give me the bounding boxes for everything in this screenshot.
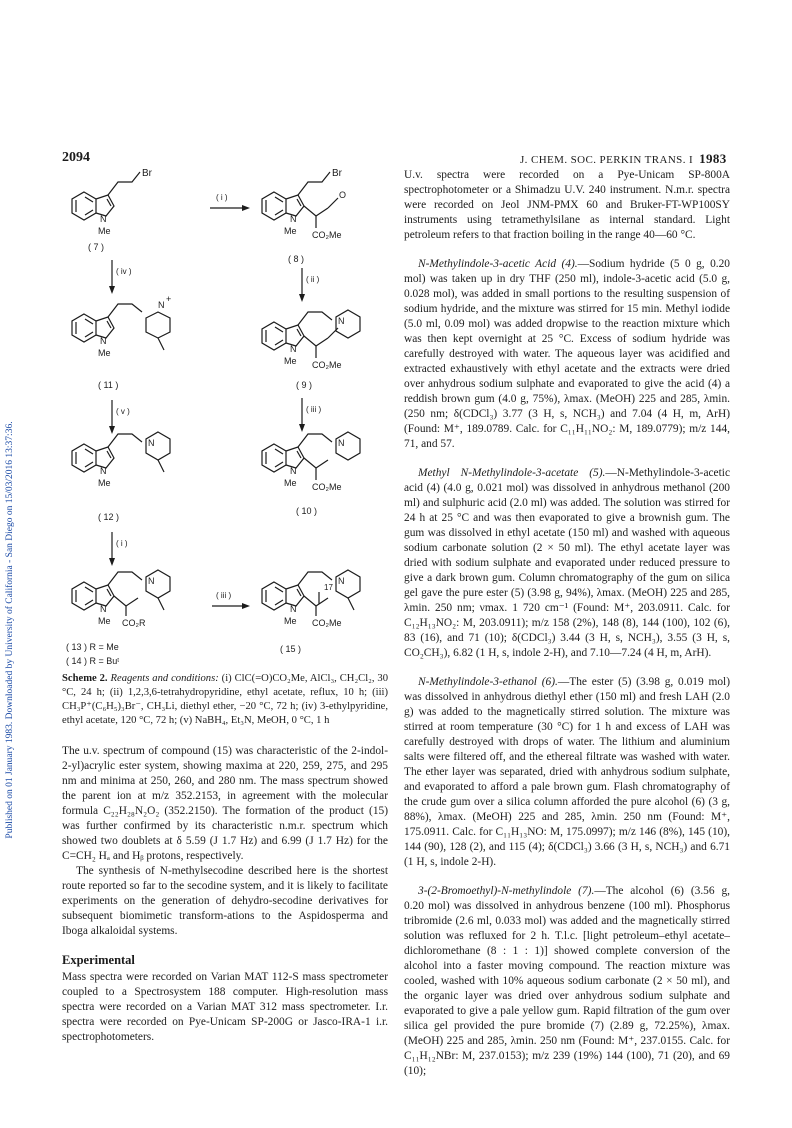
ester-group-13: CO₂R [122,618,146,628]
compound-13-14-structure [66,570,170,666]
procedure-ethanol-6-body: —The ester (5) (3.98 g, 0.019 mol) was dissolved in anhydrous diethyl ether (150 ml) and fresh LAH (2.0 g) was added to the magnetically stirred solution. The mixture was stirred at room temperature (30 °C) for 1 h and excess of LAH was carefully destroyed with drops of water. The lithium and aluminium salts were filtered off, and the ethereal filtrate was washed with water. The ether layer was separated, dried with anhydrous sodium sulphate, and evaporated to afford a pale brown gum. Flash chromatography of the crude gum over a silica column afforded the pure alcohol (6) (3 g, 88%), λmax. (MeOH) 225 and 285, λmin. 250 nm (Found: M⁺, 175.0911. Calc. for C₁₁H₁₃NO: M, 175.0997); m/z 146 (8%), 145 (10), 144 (90), 128 (2), and 115 (4); δ(CDCl₃) 3.66 (3 H, s, NCH₃) and 6.71 (1 H, s, indole 2-H). [404,676,730,868]
caption-text: (i) ClC(=O)CO₂Me, AlCl₃, CH₂Cl₂, 30 °C, 24 h; (ii) 1,2,3,6-tetrahydropyridine, ethyl acetate, reflux, 10 h; (iii) CH₃P⁺(C₆H₅)₃Br⁻, CH₃Li, diethyl ether, −20 °C, 72 h; (iv) 3-ethylpyridine, ethyl acetate, 120 °C, 72 h; (v) NaBH₄, Et₃N, MeOH, 0 °C, 1 h [62,673,388,726]
left-column [62,744,388,1045]
methyl-group-13: Me [98,616,111,626]
methyl-group-11: Me [98,348,111,358]
discussion-paragraph-1: The u.v. spectrum of compound (15) was characteristic of the 2-indol-2-yl)acrylic ester system, showing maxima at 220, 259, 275, and 295 nm and minima at 250, 260, and 280 nm. The mass spectrum showed the parent ion at m/z 352.2153, in agreement with the molecular formula C₂₂H₂₈N₂O₂ (352.2150). The formation of the product (15) was further confirmed by its characteristic n.m.r. spectrum which showed two doublets at δ 5.59 (J 1.7 Hz) and 6.99 (J 1.7 Hz) for the C=CH₂ Hₐ and Hᵦ protons, respectively. [62,745,388,862]
nitrogen-atom-9-indole: N [290,344,297,354]
nitrogen-atom-13: N [148,576,155,586]
procedure-bromide-7-title: 3-(2-Bromoethyl)-N-methylindole (7). [418,885,595,897]
nitrogen-atom-12-indole: N [100,466,107,476]
instrument-paragraph: U.v. spectra were recorded on a Pye-Unicam SP-800A spectrophotometer or a Shimadzu U.V. 240 instrument. N.m.r. spectra were recorded on Jeol JNM-PMX 60 and Bruker-FT-WP100SY instruments using tetramethylsilane as internal standard. Light petroleum refers to that fraction boiling in the range 40—60 °C. [404,169,730,241]
procedure-ethanol-6-title: N-Methylindole-3-ethanol (6). [418,676,558,688]
procedure-acid-4 [404,257,730,452]
experimental-heading: Experimental [62,953,135,967]
ester-group-9: CO₂Me [312,360,342,370]
nitrogen-atom-15: N [338,576,345,586]
scheme-caption [62,672,388,728]
label-9: ( 9 ) [296,380,313,390]
discussion-paragraph-2: The synthesis of N-methylsecodine described here is the shortest route reported so far to the secodine system, and it is likely to facilitate experiments on the generation of dehydro-secodine derivatives for subsequent biomimetic transform-ations to the Aspidosperma and Iboga alkaloidal systems. [62,865,388,937]
oxygen-atom-8: O [339,190,347,200]
reagent-arrow-ii: ( ii ) [306,275,320,284]
running-header [520,151,727,167]
compound-7-structure [72,168,153,252]
methyl-group-9: Me [284,356,297,366]
procedure-acid-4-title: N-Methylindole-3-acetic Acid (4). [418,258,578,270]
reaction-scheme [62,168,392,668]
experimental-paragraph-1: Mass spectra were recorded on Varian MAT 112-S mass spectrometer coupled to a Spectrosystem 188 computer. High-resolution mass spectra were recorded on a Varian MAT 312 mass spectrometer. I.r. spectra were recorded on Pye-Unicam SP-200G or Jasco-IRA-1 i.r. spectrophotometers. [62,971,388,1043]
right-column [404,168,730,1079]
journal-name: J. CHEM. SOC. PERKIN TRANS. I [520,154,694,166]
pyridinium-charge: + [166,294,172,304]
caption-label: Scheme 2. [62,673,108,684]
nitrogen-atom-9: N [338,316,345,326]
nitrogen-atom-7: N [100,214,107,224]
methyl-group-10: Me [284,478,297,488]
ester-group-15: CO₂Me [312,618,342,628]
label-15: ( 15 ) [280,644,302,654]
nitrogen-atom-12: N [148,438,155,448]
download-watermark [3,250,17,1010]
label-14: ( 14 ) R = Buᵗ [66,656,120,666]
compound-11-structure [72,294,171,390]
carbon-17-label: 17 [324,583,333,592]
procedure-ester-5-title: Methyl N-Methylindole-3-acetate (5). [418,467,606,479]
reagent-arrow-iii: ( iii ) [306,405,322,414]
label-8: ( 8 ) [288,254,305,264]
nitrogen-atom-10-indole: N [290,466,297,476]
procedure-ethanol-6 [404,675,730,870]
reagent-arrow-v: ( v ) [116,407,130,416]
label-11: ( 11 ) [98,380,119,390]
reagent-arrow-i: ( i ) [216,193,228,202]
nitrogen-atom-10: N [338,438,345,448]
nitrogen-atom-11: N [100,336,107,346]
ester-group-10: CO₂Me [312,482,342,492]
download-note: Published on 01 January 1983. Downloaded by University of California - San Diego on 15/03/2016 13:37:36. [5,421,15,839]
label-7: ( 7 ) [88,242,105,252]
label-13: ( 13 ) R = Me [66,642,119,652]
bromine-atom-8: Br [332,168,342,179]
compound-9-structure [262,310,360,390]
nitrogen-atom-8: N [290,214,297,224]
reagent-arrow-i-second: ( i ) [116,539,128,548]
reagent-arrow-iii-second: ( iii ) [216,591,232,600]
label-10: ( 10 ) [296,506,318,516]
page-number: 2094 [62,150,90,165]
procedure-ester-5 [404,466,730,661]
nitrogen-atom-13-indole: N [100,604,107,614]
procedure-ester-5-body: —N-Methylindole-3-acetic acid (4) (4.0 g, 0.021 mol) was dissolved in anhydrous methanol (200 ml) and sulphuric acid (2.0 ml) was added. The solution was stirred for 24 h at 25 °C and was then evaporated to give a brownish gum. The gum was dissolved in ethyl acetate (150 ml) and washed with aqueous sodium carbonate solution (2 × 50 ml). The ethyl acetate layer was dried with sodium sulphate and evaporated under reduced pressure to give a dark brown gum. Column chromatography of the gum on silica gel gave the pure ester (5) (3.98 g, 94%), λmax. (MeOH) 225 and 285, λmin. 250 nm; νmax. 1 720 cm⁻¹ (Found: M⁺, 203.0911. Calc. for C₁₂H₁₃NO₂: M, 203.0911); m/z 158 (2%), 148 (8), 144 (100), 102 (6), 83 (16), and 71 (10); δ(CDCl₃) 3.44 (3 H, s, NCH₃), 3.55 (3 H, s, CO₂CH₃), 6.82 (1 H, s, indole 2-H), and 7.10—7.24 (4 H, m, ArH). [404,467,730,659]
procedure-bromide-7 [404,884,730,1079]
methyl-group-12: Me [98,478,111,488]
compound-10-structure [262,432,360,516]
nitrogen-atom-15-indole: N [290,604,297,614]
compound-12-structure [72,432,170,522]
compound-8-structure [262,168,346,264]
journal-year: 1983 [699,151,727,166]
methyl-group-15: Me [284,616,297,626]
procedure-bromide-7-body: —The alcohol (6) (3.56 g, 0.20 mol) was dissolved in anhydrous benzene (100 ml). Phosphorus tribromide (2.6 ml, 0.033 mol) was added and the magnetically stirred solution was refluxed for 2 h. T.l.c. [light petroleum–ethyl acetate–dichloromethane (8 : 1 : 1)] showed complete conversion of the alcohol into a faster moving compound. The reaction mixture was cooled, washed with 10% aqueous sodium carbonate (2 × 50 ml), and the organic layer was dried over anhydrous sodium sulphate and evaporated to give a pale yellow gum. Rapid filtration of the gum over silica gel provided the pure bromide (7) (2.89 g, 72.25%), λmax. (MeOH) 225 and 285, λmin. 250 nm (Found: M⁺, 237.0155. Calc. for C₁₁H₁₂NBr: M, 237.0153); m/z 239 (19%) 144 (100), 71 (20), and 69 (10); [404,885,730,1077]
label-12: ( 12 ) [98,512,120,522]
pyridinium-nitrogen: N [158,300,165,310]
reagent-arrow-iv: ( iv ) [116,267,132,276]
methyl-group-7: Me [98,226,111,236]
caption-title: Reagents and conditions: [110,673,219,684]
compound-15-structure [262,570,360,654]
ester-group-8: CO₂Me [312,230,342,240]
procedure-acid-4-body: —Sodium hydride (5 0 g, 0.20 mol) was taken up in dry THF (250 ml), indole-3-acetic acid (5.0 g, 0.028 mol), was added in small portions to the resulting suspension of sodium hydride, and the mixture was stirred for 15 min. Methyl iodide (5.0 ml, 0.09 mol) was added dropwise to the reaction mixture which was then kept overnight at 25 °C. Excess of sodium hydride was carefully destroyed with water. The aqueous layer was acidified and extracted exhaustively with ethyl acetate and the extracts were dried over anhydrous sodium sulphate and evaporated to give the acid (4) a reddish brown gum (4.0 g, 75%), λmax. (MeOH) 225 and 285, λmin. (250 nm; δ(CDCl₃) 3.77 (3 H, s, NCH₃) and 7.04 (4 H, m, ArH) (Found: M⁺, 189.0789. Calc. for C₁₁H₁₁NO₂: M, 189.0779); m/z 144, 71, and 57. [404,258,731,450]
bromine-atom-7: Br [142,168,152,179]
methyl-group-8: Me [284,226,297,236]
